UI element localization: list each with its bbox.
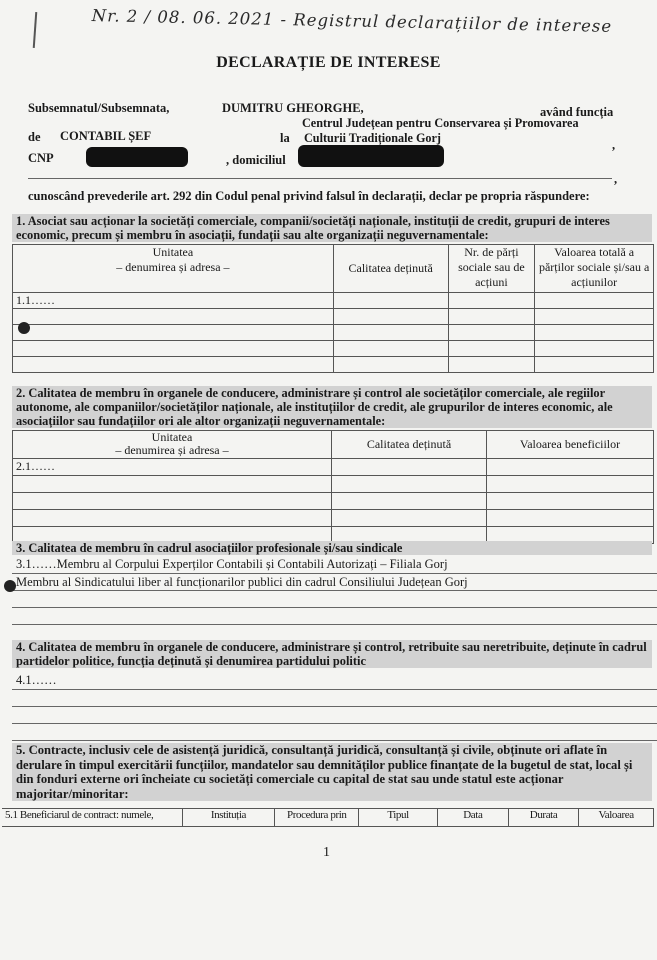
s1-col-unitatea	[13, 245, 334, 293]
s3-rule-3	[12, 607, 657, 608]
institutie-line-2: Culturii Tradiționale Gorj	[304, 131, 441, 145]
s1-col-valoarea: Valoarea totală a părților sociale și/sau a acțiunilor	[535, 245, 654, 293]
s5-col-tipul: Tipul	[359, 809, 437, 827]
section-1-table	[12, 244, 654, 373]
s1-col1-title: Unitatea	[152, 245, 194, 259]
handwritten-registry-note: Nr. 2 / 08. 06. 2021 - Registrul declarațiilor de interese	[91, 6, 613, 36]
s1-col-calitatea: Calitatea deținută	[333, 245, 448, 293]
s1-row-1: 1.1……	[13, 293, 334, 309]
s5-col-data: Data	[437, 809, 508, 827]
s2-col-unitatea	[13, 431, 332, 459]
s2-row-1: 2.1……	[13, 459, 332, 476]
s3-rule-1	[12, 573, 657, 574]
institutie-line-1: Centrul Județean pentru Conservarea și Promovarea	[302, 116, 579, 130]
institutie-comma: ,	[612, 138, 616, 152]
s1-col1-subtitle: – denumirea și adresa –	[116, 260, 230, 274]
address-comma: ,	[614, 172, 618, 186]
s2-col-valoarea: Valoarea beneficiilor	[487, 431, 654, 459]
section-4-row-1: 4.1……	[16, 673, 57, 687]
section-4-heading: 4. Calitatea de membru în organele de conducere, administrare și control, retribuite sau neretribuite, deținute în cadrul partidelor politice, funcția deținută și denumirea partidului politic	[12, 640, 652, 668]
la-label: la	[280, 131, 290, 145]
punch-hole-top	[18, 322, 30, 334]
s5-col-durata: Durata	[508, 809, 578, 827]
section-3-line-1: 3.1……Membru al Corpului Experților Contabili și Contabili Autorizați – Filiala Gorj	[16, 557, 448, 571]
avand-functia-label: având funcția	[540, 105, 614, 119]
punch-hole-bottom	[4, 580, 16, 592]
address-underline	[28, 178, 612, 179]
s4-rule-3	[12, 723, 657, 724]
section-3-line-2: Membru al Sindicatului liber al funcționarilor publici din cadrul Consiliului Județean Gorj	[16, 575, 468, 589]
redacted-cnp	[86, 147, 188, 167]
declaration-statement: cunoscând prevederile art. 292 din Codul penal privind falsul în declarații, declar pe propria răspundere:	[28, 189, 590, 203]
section-1-heading: 1. Asociat sau acționar la societăți comerciale, companii/societăți naționale, instituții de credit, grupuri de interes economic, precum și membru în asociații, fundații sau alte organizații neguvernamentale:	[12, 214, 652, 242]
section-3-heading: 3. Calitatea de membru în cadrul asociațiilor profesionale și/sau sindicale	[12, 541, 652, 555]
section-5-heading: 5. Contracte, inclusiv cele de asistență juridică, consultanță juridică, consultanță și civile, obținute ori aflate în derulare în timpul exercitării funcțiilor, mandatelor sau demnităților publice finanțate de la bugetul de stat, local și din fonduri externe ori încheiate cu societăți comerciale cu capital de stat sau unde statul este acționar majoritar/minoritar:	[12, 743, 652, 801]
s4-rule-1	[12, 689, 657, 690]
s1-col-nr-parti: Nr. de părți sociale sau de acțiuni	[448, 245, 535, 293]
section-2-table	[12, 430, 654, 544]
domiciliul-label: , domiciliul	[226, 153, 286, 167]
declarant-name: DUMITRU GHEORGHE,	[222, 101, 364, 115]
de-label: de	[28, 130, 41, 144]
handwritten-margin-mark	[33, 12, 38, 48]
s3-rule-4	[12, 624, 657, 625]
s5-col-institutia: Instituția	[182, 809, 274, 827]
section-5-table	[2, 808, 654, 827]
page-title: DECLARAȚIE DE INTERESE	[216, 54, 441, 71]
redacted-address	[298, 145, 444, 167]
s2-col1-title: Unitatea	[151, 430, 193, 444]
section-2-heading: 2. Calitatea de membru în organele de conducere, administrare și control ale societăților comerciale, ale regiilor autonome, ale companiilor/societăților naționale, ale instituțiilor de credit, ale grupurilor de interes economic, ale asociațiilor sau fundațiilor ori ale altor organizații neguvernamentale:	[12, 386, 652, 428]
s5-col-beneficiar: 5.1 Beneficiarul de contract: numele,	[2, 809, 182, 827]
s3-rule-2	[12, 590, 657, 591]
s2-col1-subtitle: – denumirea și adresa –	[115, 443, 229, 457]
s4-rule-2	[12, 706, 657, 707]
subsemnatul-label: Subsemnatul/Subsemnata,	[28, 101, 170, 115]
cnp-label: CNP	[28, 151, 54, 165]
s5-col-valoarea: Valoarea	[579, 809, 654, 827]
s5-col-procedura: Procedura prin	[275, 809, 359, 827]
page-number: 1	[323, 845, 330, 860]
s4-rule-4	[12, 740, 657, 741]
functia-value: CONTABIL ȘEF	[60, 129, 152, 143]
s2-col-calitatea: Calitatea deținută	[332, 431, 487, 459]
